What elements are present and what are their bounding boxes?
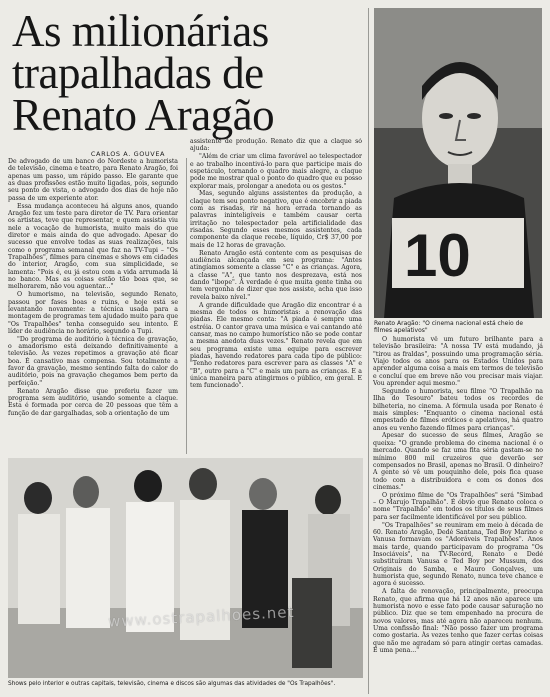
paragraph: Apesar do sucesso de seus filmes, Aragão se queixa: "O grande problema do cinema nacional é o mercado. Quando se faz uma fita séria gastam-se no mínimo 800 mil cruzeiros que deverão ser compensados no Brasil, apenas no Brasil. O dinheiro? A gente só vê um pouquinho dele, pois fica quase todo com a distribuidora e com os donos dos cinemas." [373,432,543,491]
paragraph: A grande dificuldade que Aragão diz encontrar é a mesma de todos os humoristas: a renovação das piadas. Ele mesmo conta: "A piada é sempre uma estréia. O cantor grava uma música e vai cantando até cansar, mas no campo humorístico não se pode contar a mesma anedota duas vezes." Renato revela que em seu programa existe uma equipe para escrever piadas, havendo redatores para cada tipo de público: "Tenho redatores para escrever para as classes "A" e "B", outro para a "C" e mais um para as crianças. E a única maneira para atingirmos o público, em geral. E tem funcionado". [190,301,362,390]
group-photo-caption: Shows pelo interior e outras capitais, televisão, cinema e discos são algumas das atividades de "Os Trapalhões". [8,681,336,687]
portrait-photo [374,8,542,318]
article-column-3 [373,336,543,694]
paragraph: Renato Aragão está contente com as pesquisas de audiência alcançada em seu programa: "Antes atingíamos somente a classe "C" e as crianças. Agora, a classe "A", que tanto nos desprezava, está nos dando "ibope". A verdade é que muita gente tinha ou tem vergonha de dizer que nos assiste, acha que isso revela baixo nível." [190,249,362,301]
paragraph: assistente de produção. Renato diz que a claque só ajuda: [190,138,362,153]
byline: CARLOS A. GOUVEA [90,150,166,158]
paragraph: O humorismo, na televisão, segundo Renato, passou por fases boas e ruins, e hoje está se levantando novamente: a técnica usada para a montagem de programas tem ajudado muito para que "Os Trapalhões" tenha conseguido seu intento. É líder de audiência no horário, segundo a Tupi. [8,291,178,335]
paragraph: Segundo o humorista, seu filme "O Trapalhão na Ilha do Tesouro" bateu todos os recordes de bilheteria, no cinema. A fórmula usada por Renato é mais simples: "Enquanto o cinema nacional está empestado de filmes eróticos e apelativos, há quatro anos eu venho fazendo filmes para crianças". [373,387,543,432]
article-column-2 [190,138,362,458]
portrait-caption: Renato Aragão: "O cinema nacional está cheio de filmes apelativos" [374,320,524,334]
paragraph: O próximo filme de "Os Trapalhões" será "Simbad – O Marujo Trapalhão". É óbvio que Renato coloca o nome "Trapalhão" em todos os títulos de seus filmes para ser facilmente identificável por seu público. [373,491,543,521]
svg-text:10: 10 [404,222,471,289]
headline: As milionárias trapalhadas de Renato Aragão [12,6,275,140]
site-watermark: www.ostrapalhoes.net [107,602,295,631]
column-divider [186,158,187,454]
paragraph: De advogado de um banco do Nordeste a humorista de televisão, cinema e teatro, para Renato Aragão, foi apenas um passo, um rápido passo. Ele garante que as duas profissões estão muito ligadas, pois, segundo seu ponto de vista, o advogado dos dias de hoje não passa de um experiente ator. [8,158,178,202]
paragraph: "Do programa de auditório à técnica de gravação, o amadorismo está deixando definitivamente a televisão. Às vezes repetimos a gravação até ficar boa. É cansativo mas compensa. Sou totalmente a favor da gravação, mesmo sentindo falta do calor do auditório, pois na gravação chegamos bem perto da perfeição." [8,335,178,387]
paragraph: Renato Aragão disse que preferiu fazer um programa sem auditório, usando somente a claque. Esta é formada por cerca de 20 pessoas que têm a função de dar gargalhadas, sob a orientação de um [8,387,178,417]
group-photo [8,458,363,678]
paragraph: "Além de criar um clima favorável ao telespectador e ao trabalho incentivá-lo para que participe mais do espetáculo, tornando o quadro mais alegre, a claque pode me mostrar qual o ponto do quadro que eu posso explorar mais, prolongar a anedota ou os gestos." [190,153,362,190]
paragraph: Essa mudança aconteceu há alguns anos, quando Aragão fez um teste para diretor de TV. Para orientar os artistas, teve que representar, e quem assistia viu nele a vocação de humorista, muito mais do que diretor e mais ainda do que advogado. Apesar do sucesso que envolve todas as suas realizações, tais como o programa semanal que faz na TV-Tupi – "Os Trapalhões", filmes para cinemas e shows em cidades do interior, Aragão, com sua simplicidade, se lamenta: "Pois é, eu já estou com a vida arrumada lá no banco. Mas as coisas estão tão boas que, se melhorarem, não vou aguentar..." [8,202,178,291]
paragraph: A falta de renovação, principalmente, preocupa Renato, que afirma que há 12 anos não aparece um humorista novo e esse fato pode causar saturação no público. Diz que se tem empenhado na procura de novos valores, mas até agora não apareceu nenhum. Uma confissão final: "Não posso fazer um programa como gostaria. Às vezes tenho que fazer certas coisas que não me agradam só para atingir certas camadas. É uma pena..." [373,588,543,654]
paragraph: O humorista vê um futuro brilhante para a televisão brasileira: "A nossa TV está mudando, já "tirou as fraldas", possuindo uma programação séria. Viajo todos os anos para os Estados Unidos para aprender alguma coisa a mais em termos de televisão e concluí que em breve não vou precisar mais viajar. Vou aprender aqui mesmo." [373,336,543,388]
group-photo-illustration [8,458,363,678]
column-divider [368,8,369,694]
paragraph: Mas, segundo alguns assistentes da produção, a claque tem seu ponto negativo, que é encobrir a piada com as risadas, rir na hora errada tornando as palavras ininteligíveis e também causar certa irritação no telespectador pela artificialidade das risadas. Segundo esses mesmos assistentes, cada componente da claque recebe, líquido, Cr$ 37,00 por mais de 12 horas de gravação. [190,190,362,249]
paragraph: "Os Trapalhões" se reuniram em meio à década de 60. Renato Aragão, Dedé Santana, Ted Boy Marino e Vanusa formavam os "Adoráveis Trapalhões". Anos mais tarde, quando participavam do programa "Os Insociáveis", na TV-Record, Renato e Dedé substituíram Vanusa e Ted Boy por Mussum, dos Originais do Samba, e Mauro Gonçalves, um humorista que, segundo Renato, nunca teve chance e agora é sucesso. [373,521,543,588]
article-column-1 [8,158,178,460]
portrait-illustration [374,8,542,318]
